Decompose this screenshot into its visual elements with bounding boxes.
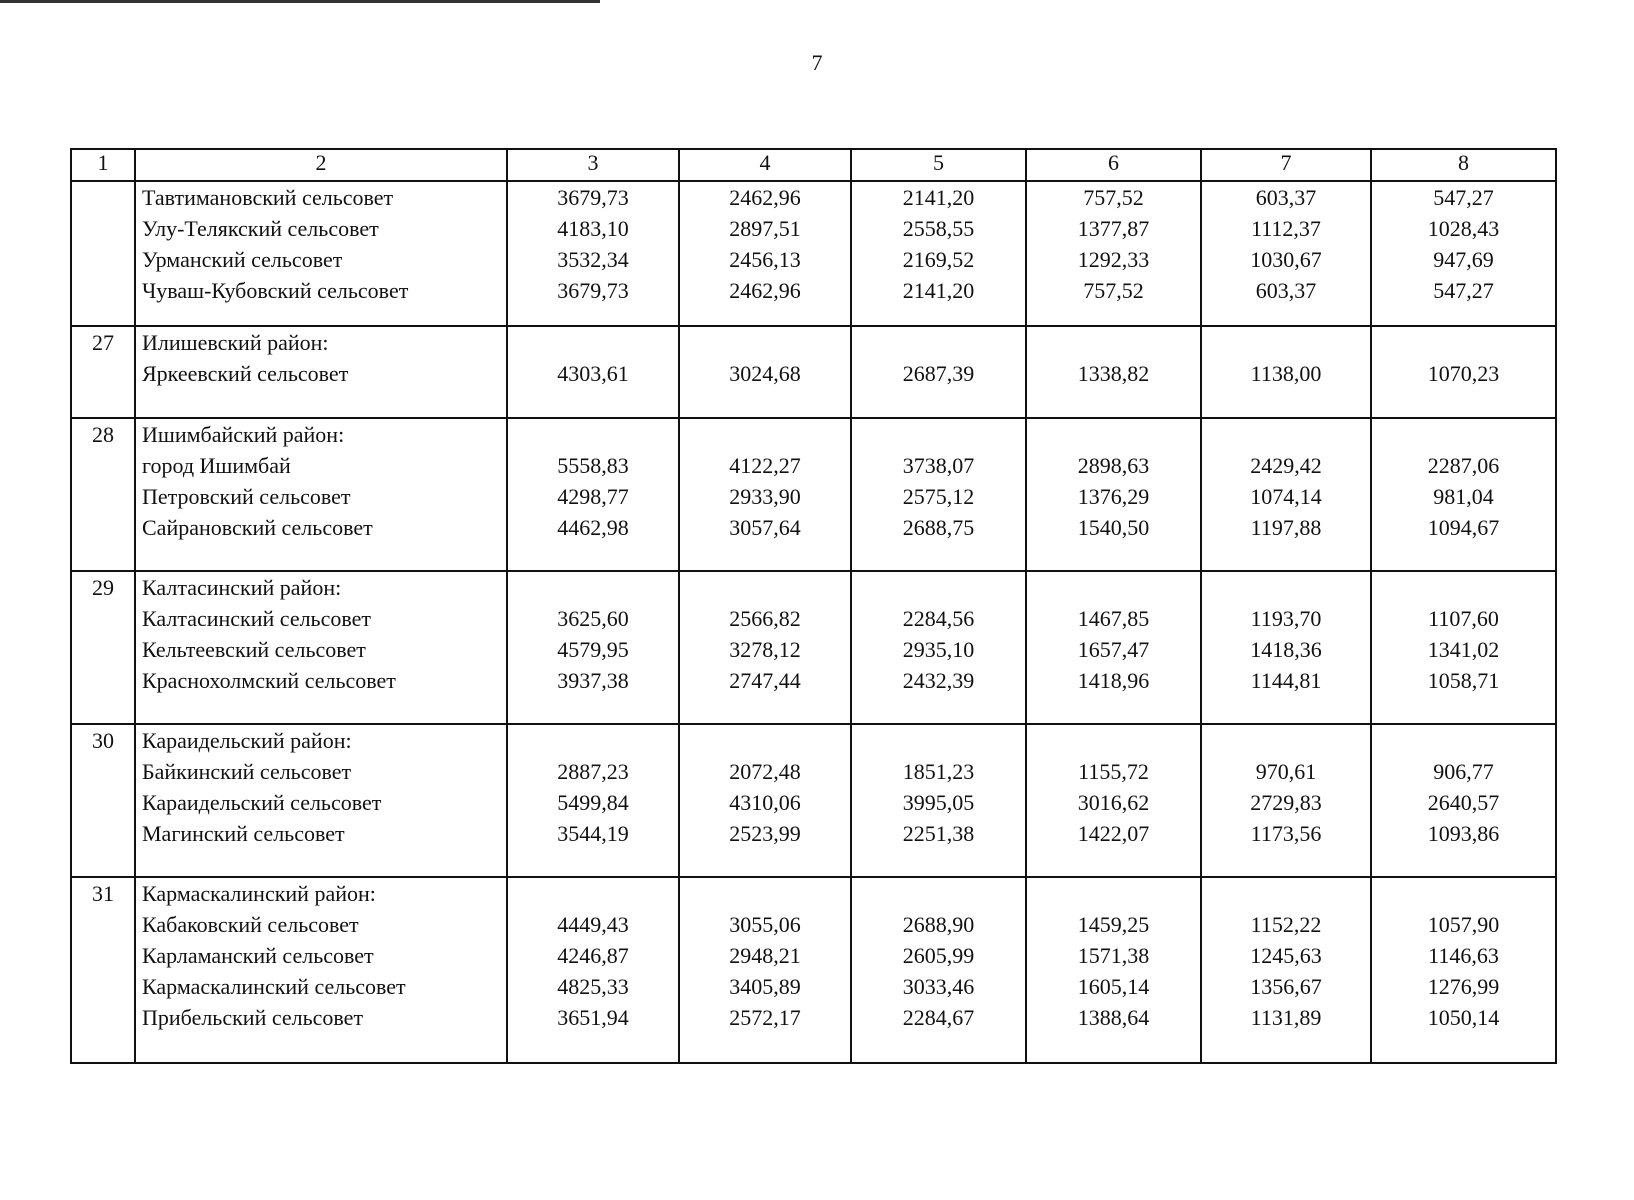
spacer: [1372, 419, 1555, 450]
district-name: Калтасинский район:: [142, 575, 342, 600]
value-cell-col-6: [1026, 571, 1201, 724]
name-cell: [135, 326, 507, 418]
settlement-name: Прибельский сельсовет: [142, 1005, 364, 1030]
value-cell-col-4: [679, 326, 851, 418]
value: 1292,33: [1077, 247, 1150, 272]
value: 1571,38: [1077, 943, 1150, 968]
spacer: [508, 878, 678, 909]
group-number: 28: [92, 422, 114, 447]
value: 2251,38: [902, 821, 975, 846]
value: 2072,48: [729, 759, 801, 784]
value-cell-col-3: [507, 326, 679, 418]
spacer: [508, 327, 678, 358]
value: 2605,99: [902, 943, 975, 968]
spacer: [508, 572, 678, 603]
value: 2747,44: [729, 668, 801, 693]
value: 1605,14: [1077, 974, 1150, 999]
value-cell-col-6: [1026, 418, 1201, 571]
value-cell-col-7: [1201, 877, 1371, 1063]
value-cell-col-4: [679, 724, 851, 877]
value-cell-col-7: [1201, 571, 1371, 724]
value-cell-col-5: [851, 877, 1026, 1063]
value: 1050,14: [1427, 1005, 1500, 1030]
settlement-name: Калтасинский сельсовет: [142, 606, 371, 631]
value: 1173,56: [1250, 821, 1322, 846]
settlement-name: Кармаскалинский сельсовет: [142, 974, 406, 999]
value: 2640,57: [1427, 790, 1500, 815]
value-cell-col-5: [851, 571, 1026, 724]
value: 1152,22: [1250, 912, 1322, 937]
value: 906,77: [1433, 759, 1494, 784]
spacer: [1202, 878, 1370, 909]
value: 2898,63: [1077, 453, 1150, 478]
settlement-name: Сайрановский сельсовет: [142, 515, 373, 540]
value: 3033,46: [902, 974, 975, 999]
value: 1377,87: [1077, 216, 1150, 241]
value: 757,52: [1083, 278, 1144, 303]
value: 2456,13: [729, 247, 801, 272]
value: 1144,81: [1250, 668, 1322, 693]
spacer: [1027, 327, 1200, 358]
value-cell-col-8: [1371, 181, 1556, 326]
value: 2887,23: [557, 759, 629, 784]
table-row: [71, 181, 1556, 326]
value: 1245,63: [1250, 943, 1322, 968]
settlement-name: Кельтеевский сельсовет: [142, 637, 366, 662]
value: 547,27: [1433, 278, 1494, 303]
spacer: [1027, 725, 1200, 756]
value-cell-col-3: [507, 418, 679, 571]
value: 1058,71: [1427, 668, 1500, 693]
spacer: [680, 878, 850, 909]
value: 3679,73: [557, 185, 629, 210]
value: 3278,12: [729, 637, 801, 662]
table-row: [71, 724, 1556, 877]
group-number: 29: [92, 575, 114, 600]
table-row: [71, 877, 1556, 1063]
value: 3055,06: [729, 912, 801, 937]
spacer: [1372, 572, 1555, 603]
value-cell-col-6: [1026, 181, 1201, 326]
value: 2558,55: [902, 216, 975, 241]
group-number-cell: [71, 877, 135, 1063]
value: 4183,10: [557, 216, 629, 241]
settlement-name: Караидельский сельсовет: [142, 790, 382, 815]
top-rule: [0, 0, 600, 3]
value: 2688,90: [902, 912, 975, 937]
value: 4122,27: [729, 453, 801, 478]
header-cell: 3: [507, 149, 679, 181]
value: 1112,37: [1251, 216, 1321, 241]
value: 2688,75: [902, 515, 975, 540]
header-cell: 1: [71, 149, 135, 181]
data-table: [70, 148, 1557, 1064]
value-cell-col-4: [679, 571, 851, 724]
spacer: [852, 572, 1025, 603]
value: 3544,19: [557, 821, 629, 846]
value: 1093,86: [1427, 821, 1500, 846]
value: 2687,39: [902, 361, 975, 386]
spacer: [680, 572, 850, 603]
value: 4462,98: [557, 515, 629, 540]
value: 1138,00: [1250, 361, 1322, 386]
value: 1851,23: [902, 759, 975, 784]
header-cell: 5: [851, 149, 1026, 181]
group-number-cell: [71, 571, 135, 724]
value: 2729,83: [1250, 790, 1322, 815]
spacer: [508, 419, 678, 450]
value: 2575,12: [902, 484, 975, 509]
spacer: [1202, 725, 1370, 756]
header-cell: 7: [1201, 149, 1371, 181]
value: 1341,02: [1427, 637, 1500, 662]
spacer: [1027, 419, 1200, 450]
spacer: [1372, 878, 1555, 909]
value-cell-col-8: [1371, 571, 1556, 724]
value-cell-col-4: [679, 181, 851, 326]
value: 603,37: [1255, 278, 1317, 303]
group-number-cell: [71, 181, 135, 326]
value-cell-col-4: [679, 418, 851, 571]
value: 1388,64: [1077, 1005, 1150, 1030]
spacer: [1202, 572, 1370, 603]
table-row: [71, 571, 1556, 724]
spacer: [1372, 725, 1555, 756]
settlement-name: Чуваш-Кубовский сельсовет: [142, 278, 409, 303]
spacer: [852, 725, 1025, 756]
table-body: [71, 181, 1556, 1063]
header-row: [71, 149, 1556, 181]
header-cell: 2: [135, 149, 507, 181]
name-cell: [135, 724, 507, 877]
settlement-name: Яркеевский сельсовет: [142, 361, 349, 386]
header-cell: 8: [1371, 149, 1556, 181]
value: 947,69: [1433, 247, 1494, 272]
value: 547,27: [1433, 185, 1494, 210]
value: 1028,43: [1427, 216, 1500, 241]
value: 5558,83: [557, 453, 629, 478]
value: 1459,25: [1077, 912, 1150, 937]
value: 1131,89: [1250, 1005, 1322, 1030]
value: 3625,60: [557, 606, 629, 631]
value-cell-col-7: [1201, 724, 1371, 877]
value: 3532,34: [557, 247, 629, 272]
spacer: [1202, 327, 1370, 358]
spacer: [1202, 419, 1370, 450]
value: 3937,38: [557, 668, 629, 693]
value-cell-col-8: [1371, 326, 1556, 418]
value: 2566,82: [729, 606, 801, 631]
value: 3651,94: [557, 1005, 629, 1030]
district-name: Ишимбайский район:: [142, 422, 345, 447]
value: 3405,89: [729, 974, 801, 999]
name-cell: [135, 418, 507, 571]
value: 2462,96: [729, 278, 801, 303]
value: 1155,72: [1078, 759, 1149, 784]
value: 1030,67: [1250, 247, 1322, 272]
value: 2935,10: [902, 637, 975, 662]
settlement-name: город Ишимбай: [142, 453, 291, 478]
value: 1338,82: [1077, 361, 1150, 386]
value: 2141,20: [902, 185, 975, 210]
group-number-cell: [71, 724, 135, 877]
value: 757,52: [1083, 185, 1144, 210]
page-number: 7: [811, 50, 823, 75]
value: 2523,99: [729, 821, 801, 846]
value-cell-col-8: [1371, 877, 1556, 1063]
settlement-name: Краснохолмский сельсовет: [142, 668, 396, 693]
value: 1107,60: [1428, 606, 1499, 631]
value: 2284,56: [902, 606, 975, 631]
spacer: [680, 725, 850, 756]
value: 4449,43: [557, 912, 629, 937]
spacer: [508, 725, 678, 756]
value-cell-col-3: [507, 571, 679, 724]
value: 3024,68: [729, 361, 801, 386]
value: 1094,67: [1427, 515, 1500, 540]
header-cell: 4: [679, 149, 851, 181]
spacer: [1027, 878, 1200, 909]
value: 3016,62: [1077, 790, 1150, 815]
value: 1193,70: [1250, 606, 1322, 631]
table-row: [71, 418, 1556, 571]
value: 3995,05: [902, 790, 975, 815]
value: 2933,90: [729, 484, 801, 509]
settlement-name: Тавтимановский сельсовет: [142, 185, 394, 210]
value: 1376,29: [1077, 484, 1150, 509]
value-cell-col-5: [851, 724, 1026, 877]
spacer: [1372, 327, 1555, 358]
value: 1356,67: [1250, 974, 1322, 999]
settlement-name: Магинский сельсовет: [142, 821, 345, 846]
value: 1057,90: [1427, 912, 1500, 937]
value: 2141,20: [902, 278, 975, 303]
value: 4825,33: [557, 974, 629, 999]
district-name: Караидельский район:: [142, 728, 352, 753]
value: 4246,87: [557, 943, 629, 968]
value: 1070,23: [1427, 361, 1500, 386]
value-cell-col-7: [1201, 326, 1371, 418]
value-cell-col-4: [679, 877, 851, 1063]
value: 1418,36: [1250, 637, 1322, 662]
table-row: [71, 326, 1556, 418]
value: 981,04: [1433, 484, 1494, 509]
value: 2462,96: [729, 185, 801, 210]
spacer: [852, 327, 1025, 358]
value: 2287,06: [1427, 453, 1500, 478]
value-cell-col-7: [1201, 181, 1371, 326]
value: 1074,14: [1250, 484, 1322, 509]
value: 2169,52: [902, 247, 975, 272]
value: 5499,84: [557, 790, 629, 815]
value: 1467,85: [1077, 606, 1150, 631]
spacer: [852, 419, 1025, 450]
value: 2572,17: [729, 1005, 801, 1030]
group-number: 31: [92, 881, 114, 906]
value: 1146,63: [1428, 943, 1499, 968]
spacer: [852, 878, 1025, 909]
header-cell: 6: [1026, 149, 1201, 181]
value: 1276,99: [1427, 974, 1500, 999]
value: 1197,88: [1250, 515, 1322, 540]
value: 2897,51: [729, 216, 801, 241]
value: 970,61: [1255, 759, 1317, 784]
group-number-cell: [71, 326, 135, 418]
settlement-name: Урманский сельсовет: [142, 247, 343, 272]
value-cell-col-3: [507, 181, 679, 326]
value-cell-col-6: [1026, 724, 1201, 877]
value-cell-col-3: [507, 724, 679, 877]
value: 1657,47: [1077, 637, 1150, 662]
settlement-name: Байкинский сельсовет: [142, 759, 352, 784]
settlement-name: Карламанский сельсовет: [142, 943, 374, 968]
value-cell-col-3: [507, 877, 679, 1063]
district-name: Кармаскалинский район:: [142, 881, 376, 906]
group-number: [72, 182, 134, 213]
value: 4298,77: [557, 484, 629, 509]
value: 2432,39: [902, 668, 975, 693]
value: 1540,50: [1077, 515, 1150, 540]
value: 603,37: [1255, 185, 1317, 210]
spacer: [680, 327, 850, 358]
value: 3738,07: [902, 453, 975, 478]
group-number: 30: [92, 728, 114, 753]
value: 4579,95: [557, 637, 629, 662]
value-cell-col-6: [1026, 326, 1201, 418]
value: 3679,73: [557, 278, 629, 303]
spacer: [1027, 572, 1200, 603]
value: 3057,64: [729, 515, 801, 540]
group-number-cell: [71, 418, 135, 571]
value: 4310,06: [729, 790, 801, 815]
value-cell-col-8: [1371, 724, 1556, 877]
value: 2429,42: [1250, 453, 1322, 478]
value: 2948,21: [729, 943, 801, 968]
name-cell: [135, 571, 507, 724]
settlement-name: Кабаковский сельсовет: [142, 912, 359, 937]
name-cell: [135, 181, 507, 326]
value-cell-col-7: [1201, 418, 1371, 571]
value-cell-col-5: [851, 181, 1026, 326]
spacer: [680, 419, 850, 450]
value-cell-col-5: [851, 326, 1026, 418]
district-name: Илишевский район:: [142, 330, 329, 355]
value: 4303,61: [557, 361, 629, 386]
value-cell-col-6: [1026, 877, 1201, 1063]
value-cell-col-5: [851, 418, 1026, 571]
settlement-name: Петровский сельсовет: [142, 484, 351, 509]
value: 1422,07: [1077, 821, 1150, 846]
name-cell: [135, 877, 507, 1063]
value-cell-col-8: [1371, 418, 1556, 571]
group-number: 27: [92, 330, 114, 355]
value: 2284,67: [902, 1005, 975, 1030]
settlement-name: Улу-Телякский сельсовет: [142, 216, 379, 241]
value: 1418,96: [1077, 668, 1150, 693]
